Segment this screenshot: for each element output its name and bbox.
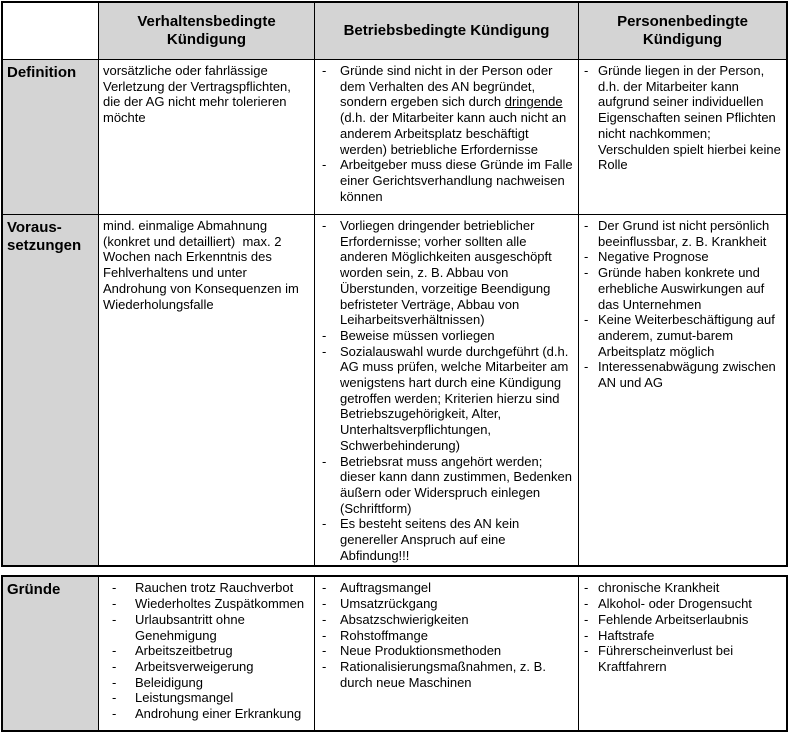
- dash-bullet: -: [584, 63, 589, 78]
- list-item-text: Neue Produktionsmethoden: [340, 643, 502, 659]
- voraussetzungen-betriebsbedingt-cell: [314, 214, 578, 565]
- list-item-text: Vorliegen dringender betrieblicher Erfordernisse; vorher sollten alle anderen Möglichkeiten ausgeschöpft worden sein, z. B. Abbau von Überstunden, vorzeitige Beendigung befristeter Verträge, Abbau von Leiharbeitsverhältnissen): [340, 218, 552, 328]
- list-item-text: Fehlende Arbeitserlaubnis: [598, 611, 749, 627]
- kuendigung-comparison-table: [1, 1, 788, 567]
- list-item: [319, 218, 575, 328]
- list-item-text: chronische Krankheit: [598, 580, 720, 596]
- definition-verhaltensbedingt-text: vorsätzliche oder fahrlässige Verletzung der Vertragspflichten, die der AG nicht mehr tolerieren möchte: [103, 63, 291, 126]
- list-item-text: Leistungsmangel: [135, 690, 234, 706]
- dash-bullet: -: [584, 643, 589, 659]
- list-item: [103, 596, 311, 612]
- list-item: [583, 628, 783, 644]
- list-item: [103, 706, 311, 722]
- dash-bullet: -: [112, 690, 117, 706]
- list-item-text: Rationalisierungsmaßnahmen, z. B. durch neue Maschinen: [340, 658, 546, 690]
- list-item: [583, 359, 783, 390]
- dash-bullet: -: [322, 218, 327, 233]
- column-header-verhaltensbedingte: Verhaltensbedingte Kündigung: [98, 3, 314, 59]
- list-item: [583, 218, 783, 249]
- list-item: [103, 643, 311, 659]
- gruende-personenbedingt-cell: [578, 577, 786, 730]
- row-label-voraussetzungen: Voraus-setzungen: [3, 214, 98, 565]
- list-item-text: Führerscheinverlust bei Kraftfahrern: [598, 643, 734, 674]
- list-item-text: Beweise müssen vorliegen: [340, 327, 495, 343]
- dash-bullet: -: [112, 580, 117, 596]
- list-item-text: Alkohol- oder Drogensucht: [598, 596, 752, 612]
- dash-bullet: -: [322, 157, 327, 173]
- list-item: [583, 63, 783, 173]
- definition-personenbedingt-cell: [578, 59, 786, 214]
- list-item: [319, 643, 575, 659]
- list-item: [583, 596, 783, 612]
- dash-bullet: -: [322, 643, 327, 659]
- list-item: [103, 580, 311, 596]
- column-header-betriebsbedingte: Betriebsbedingte Kündigung: [314, 3, 578, 59]
- dash-bullet: -: [584, 611, 589, 627]
- list-item-text: Wiederholtes Zuspätkommen: [135, 596, 305, 612]
- gruende-table: [1, 575, 788, 732]
- dash-bullet: -: [584, 312, 589, 328]
- list-item: [583, 643, 783, 674]
- list-item-text: Arbeitsverweigerung: [135, 658, 254, 674]
- list-item-text: Betriebsrat muss angehört werden; dieser kann dann zustimmen, Bedenken äußern oder Widerspruch einlegen (Schriftform): [340, 453, 572, 516]
- dash-bullet: -: [322, 343, 327, 359]
- gruende-betriebsbedingt-cell: [314, 577, 578, 730]
- list-item-text: Rauchen trotz Rauchverbot: [135, 580, 294, 596]
- dash-bullet: -: [322, 627, 327, 643]
- gruende-verhaltensbedingt-cell: [98, 577, 314, 730]
- dash-bullet: -: [584, 249, 589, 265]
- list-item: [319, 612, 575, 628]
- dash-bullet: -: [112, 643, 117, 659]
- list-item-text: Gründe liegen in der Person, d.h. der Mitarbeiter kann aufgrund seiner individuellen Eigenschaften seinen Pflichten nicht nachkommen; Verschulden spielt hierbei keine Rolle: [598, 63, 781, 173]
- list-item: [319, 659, 575, 690]
- list-item: [319, 454, 575, 517]
- dash-bullet: -: [322, 611, 327, 627]
- list-item: [319, 63, 575, 157]
- list-item-text: Androhung einer Erkrankung: [135, 706, 302, 722]
- dash-bullet: -: [584, 218, 589, 233]
- list-item: [319, 596, 575, 612]
- dash-bullet: -: [322, 580, 327, 596]
- list-item: [583, 249, 783, 265]
- dash-bullet: -: [322, 453, 327, 469]
- dash-bullet: -: [322, 596, 327, 612]
- voraussetzungen-verhaltensbedingt-text: mind. einmalige Abmahnung (konkret und detailliert) max. 2 Wochen nach Erkenntnis des Fehlverhaltens und unter Androhung von Konsequenzen im Wiederholungsfalle: [103, 218, 303, 312]
- definition-verhaltensbedingt-cell: [98, 59, 314, 214]
- column-header-personenbedingte: Personenbedingte Kündigung: [578, 3, 786, 59]
- row-label-definition: Definition: [3, 59, 98, 214]
- dash-bullet: -: [112, 658, 117, 674]
- dash-bullet: -: [584, 265, 589, 281]
- list-item-text: Arbeitgeber muss diese Gründe im Falle einer Gerichtsverhandlung nachweisen können: [340, 157, 573, 204]
- list-item: [319, 344, 575, 454]
- dash-bullet: -: [112, 611, 117, 627]
- dash-bullet: -: [322, 327, 327, 343]
- dash-bullet: -: [322, 658, 327, 674]
- list-item: [319, 580, 575, 596]
- list-item-text: Haftstrafe: [598, 627, 655, 643]
- list-item-text: Es besteht seitens des AN kein genereller Anspruch auf eine Abfindung!!!: [340, 516, 520, 563]
- list-item-text: Arbeitszeitbetrug: [135, 643, 233, 659]
- list-item-text: Gründe sind nicht in der Person oder dem Verhalten des AN begründet, sondern ergeben sich durch dringende (d.h. der Mitarbeiter kann auch nicht an anderem Arbeitsplatz beschäftigt werden) betriebliche Erfordernisse: [340, 63, 567, 157]
- list-item: [583, 312, 783, 359]
- definition-betriebsbedingt-cell: [314, 59, 578, 214]
- dash-bullet: -: [322, 516, 327, 532]
- list-item: [319, 328, 575, 344]
- list-item-text: Sozialauswahl wurde durchgeführt (d.h. AG muss prüfen, welche Mitarbeiter am wenigstens hart durch eine Kündigung getroffen werden; Kriterien hierzu sind Betriebszugehörigkeit, Alter, Unterhaltsverpflichtungen, Schwerbehinderung): [340, 343, 569, 453]
- dash-bullet: -: [112, 674, 117, 690]
- list-item-text: Auftragsmangel: [340, 580, 432, 596]
- list-item: [103, 612, 311, 643]
- row-label-gruende: Gründe: [3, 577, 98, 730]
- dash-bullet: -: [584, 596, 589, 612]
- dash-bullet: -: [112, 596, 117, 612]
- list-item-text: Rohstoffmange: [340, 627, 428, 643]
- list-item-text: Umsatzrückgang: [340, 596, 438, 612]
- dash-bullet: -: [584, 359, 589, 375]
- corner-cell: [3, 3, 98, 59]
- voraussetzungen-verhaltensbedingt-cell: [98, 214, 314, 565]
- dash-bullet: -: [322, 63, 327, 78]
- list-item-text: Der Grund ist nicht persönlich beeinflussbar, z. B. Krankheit: [598, 218, 770, 249]
- dash-bullet: -: [584, 580, 589, 596]
- list-item-text: Beleidigung: [135, 674, 203, 690]
- list-item: [319, 157, 575, 204]
- list-item: [319, 628, 575, 644]
- voraussetzungen-personenbedingt-cell: [578, 214, 786, 565]
- list-item: [103, 659, 311, 675]
- list-item: [103, 675, 311, 691]
- list-item: [583, 612, 783, 628]
- list-item: [319, 516, 575, 563]
- dash-bullet: -: [584, 627, 589, 643]
- list-item-text: Absatzschwierigkeiten: [340, 611, 469, 627]
- list-item-text: Urlaubsantritt ohne Genehmigung: [135, 611, 245, 643]
- list-item-text: Interessenabwägung zwischen AN und AG: [598, 359, 776, 391]
- list-item: [583, 265, 783, 312]
- list-item-text: Keine Weiterbeschäftigung auf anderem, zumut-barem Arbeitsplatz möglich: [598, 312, 775, 359]
- list-item: [103, 690, 311, 706]
- list-item-text: Gründe haben konkrete und erhebliche Auswirkungen auf das Unternehmen: [598, 265, 765, 312]
- dash-bullet: -: [112, 706, 117, 722]
- list-item-text: Negative Prognose: [598, 249, 709, 265]
- list-item: [583, 580, 783, 596]
